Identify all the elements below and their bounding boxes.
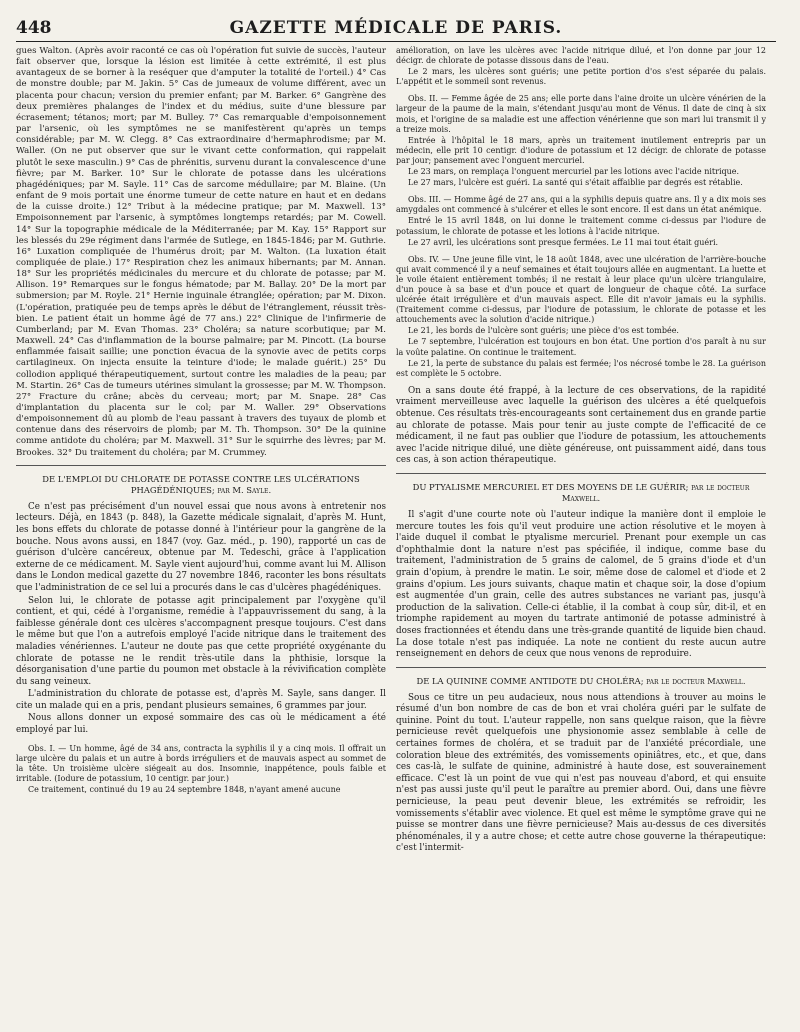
section-title-chlorate: DE L'EMPLOI DU CHLORATE DE POTASSE CONTRE LES ULCÉRATIONS PHAGÉDÉNIQUES; par M. Sayle. <box>42 473 360 495</box>
section-title-quinine: DE LA QUININE COMME ANTIDOTE DU CHOLÉRA; par le docteur Maxwell. <box>416 675 746 686</box>
section-divider <box>396 473 766 474</box>
paragraph: Le 27 avril, les ulcérations sont presque fermées. Le 11 mai tout était guéri. <box>408 237 719 247</box>
paragraph: Le 2 mars, les ulcères sont guéris; une petite portion d'os s'est séparée du palais. L'appétit et le sommeil sont revenus. <box>396 67 766 87</box>
paragraph: Le 23 mars, on remplaça l'onguent mercuriel par les lotions avec l'acide nitrique. <box>408 167 740 177</box>
paragraph: Entrée à l'hôpital le 18 mars, après un traitement inutilement entrepris par un médecin, elle prit 10 centigr. d'iodure de potassium et 12 décigr. de chlorate de potasse par jour; pansement avec l'onguent mercuriel. <box>396 135 766 165</box>
columns <box>16 46 776 856</box>
paragraph: Il s'agit d'une courte note où l'auteur indique la manière dont il emploie le mercure toutes les fois qu'il veut produire une action résolutive et le moyen à l'aide duquel il combat le ptyalisme mercuriel. Prenant pour exemple un cas d'ophthalmie dont la nature n'est pas spécifiée, il indique, comme base du traitement, l'administration de 5 grains de calomel, de 5 grains d'iode et d'un grain d'opium, à prendre le matin. Le soir, même dose de calomel et d'iode et 2 grains d'opium. Les jours suivants, chaque matin et chaque soir, la dose d'opium est augmentée d'un grain, celle des autres substances ne variant pas, jusqu'à production de la salivation. Celle-ci établie, il la combat à coup sûr, dit-il, et en triomphe rapidement au moyen du tartrate antimonié de potasse administré à doses fractionnées et étendu dans une très-grande quantité de liquide bien chaud. La dose totale n'est pas indiquée. La note ne contient du reste aucun autre renseignement en dehors de ceux que nous venons de reproduire. <box>396 509 766 660</box>
paragraph: Le 7 septembre, l'ulcération est toujours en bon état. Une portion d'os paraît à nu sur la voûte palatine. On continue le traitement. <box>396 337 766 357</box>
paragraph: On a sans doute été frappé, à la lecture de ces observations, de la rapidité vraiment merveilleuse avec laquelle la guérison des ulcères a été quelquefois obtenue. Ces résultats très-encourageants sont certainement dus en grande partie au chlorate de potasse. Mais pour tenir au juste compte de l'efficacité de ce médicament, il ne faut pas oublier que l'iodure de potassium, les attouchements avec l'acide nitrique dilué, une diète généreuse, ont puissamment aidé, dans tous ces cas, à son action thérapeutique. <box>396 385 766 466</box>
paragraph: Le 21, la perte de substance du palais est fermée; l'os nécrosé tombe le 28. La guérison est complète le 5 octobre. <box>396 358 766 378</box>
right-column <box>396 46 766 856</box>
paragraph: Selon lui, le chlorate de potasse agit principalement par l'oxygène qu'il contient, et qui, cédé à l'organisme, remédie à l'appauvrissement du sang, à la faiblesse générale dont ces ulcères s'accompagnent presque toujours. C'est dans le même but que l'on a autrefois employé l'acide nitrique dans le traitement des maladies vénériennes. L'auteur ne doute pas que cette propriété oxygénante du chlorate de potasse ne le rendit très-utile dans la phthisie, lorsque la désorganisation d'une partie du poumon met obstacle à la révivification complète du sang veineux. <box>16 595 386 687</box>
section-divider <box>16 465 386 466</box>
paragraph: Le 21, les bords de l'ulcère sont guéris; une pièce d'os est tombée. <box>408 326 679 336</box>
journal-title: GAZETTE MÉDICALE DE PARIS. <box>229 18 563 38</box>
observation-1: Obs. I. — Un homme, âgé de 34 ans, contracta la syphilis il y a cinq mois. Il offrait un large ulcère du palais et un autre à bords irréguliers et de mauvais aspect au sommet de la tête. Un troisième ulcère siégeait au dos. Insomnie, inappétence, pouls faible et irritable. (Iodure de potassium, 10 centigr. par jour.) <box>16 743 386 783</box>
paragraph: Ce n'est pas précisément d'un nouvel essai que nous avons à entretenir nos lecteurs. Déjà, en 1843 (p. 848), la Gazette médicale signalait, d'après M. Hunt, les bons effets du chlorate de potasse donné à l'intérieur pour la gangrène de la bouche. Nous avons aussi, en 1847 (voy. Gaz. méd., p. 190), rapporté un cas de guérison d'ulcère cancéreux, obtenue par M. Tedeschi, grâce à l'application externe de ce médicament. M. Sayle vient aujourd'hui, comme avant lui M. Allison dans le London medical gazette du 27 novembre 1846, raconter les bons résultats que l'administration de ce sel lui a procurés dans le cas d'ulcères phagédéniques. <box>16 501 386 593</box>
paragraph: Sous ce titre un peu audacieux, nous nous attendions à trouver au moins le résumé d'un bon nombre de cas de bon et vrai choléra guéri par le sulfate de quinine. Point du tout. L'auteur rappelle, non sans quelque raison, que la fièvre pernicieuse revêt quelquefois une physionomie assez semblable à celle de certaines formes de choléra, et se traduit par de l'anxiété précordiale, une coloration bleue des extrémités, des vomissements opiniâtres, etc., et que, dans ces cas-là, le sulfate de quinine, administré à haute dose, est souverainement efficace. C'est là un point de vue qui n'est pas nouveau d'abord, et qui ensuite n'est pas aussi juste qu'il peut le paraître au premier abord. Oui, dans une fièvre pernicieuse, la peau peut devenir bleue, les extrémités se refroidir, les vomissements s'établir avec violence. Et quel est même le symptôme grave qui ne puisse se montrer dans une fièvre pernicieuse? Mais au-dessus de ces diversités phénoménales, il y a autre chose; et cette autre chose gouverne la thérapeutique: c'est l'intermit- <box>396 692 766 854</box>
observation-3: Obs. III. — Homme âgé de 27 ans, qui a la syphilis depuis quatre ans. Il y a dix mois ses amygdales ont commencé à s'ulcérer et elles le sont encore. Il est dans un état anémique. <box>396 195 766 215</box>
paragraph: Nous allons donner un exposé sommaire des cas où le médicament a été employé par lui. <box>16 713 386 736</box>
page-number: 448 <box>16 18 52 38</box>
paragraph: Le 27 mars, l'ulcère est guéri. La santé qui s'était affaiblie par degrés est rétablie. <box>408 178 743 188</box>
paragraph: L'administration du chlorate de potasse est, d'après M. Sayle, sans danger. Il cite un malade qui en a pris, pendant plusieurs semaines, 6 grammes par jour. <box>16 689 386 711</box>
list-paragraph: gues Walton. (Après avoir raconté ce cas où l'opération fut suivie de succès, l'auteur fait observer que, lorsque la lésion est limitée à cette extrémité, il est plus avantageux de se borner à la reséquer que d'amputer la totalité de l'orteil.) 4° Cas de monstre double; par M. Jakin. 5° Cas de jumeaux de volume différent, avec un placenta pour chacun; version du premier enfant; par M. Barker. 6° Gangrène des deux premières phalanges de l'index et du médius, suite d'une blessure par écrasement; tétanos; mort; par M. Bulley. 7° Cas remarquable d'empoisonnement par l'arsenic, où les symptômes ne se manifestèrent qu'après un temps considérable; par M. W. Clegg. 8° Cas extraordinaire d'hermaphrodisme; par M. Waller. (On ne put observer que sur le vivant cette conformation, qui rappelait plutôt le sexe masculin.) 9° Cas de phrénitis, survenu durant la convalescence d'une fièvre; par M. Barker. 10° Sur le chlorate de potasse dans les ulcérations phagédéniques; par M. Sayle. 11° Cas de sarcome médullaire; par M. Blaine. (Un enfant de 9 mois portait une énorme tumeur de cette nature en haut et en dedans de la cuisse droite.) 12° Tribut à la médecine pratique; par M. Maxwell. 13° Empoisonnement par l'arsenic, à symptômes longtemps retardés; par M. Cowell. 14° Sur la topographie médicale de la Méditerranée; par M. Kay. 15° Rapport sur les blessés du 29e régiment dans l'armée de Sutlege, en 1845-1846; par M. Guthrie. 16° Luxation compliquée de l'humérus droit; par M. Walton. (La luxation était compliquée de plaie.) 17° Respiration chez les animaux hibernants; par M. Annan. 18° Sur les propriétés médicinales du mercure et du chlorate de potasse; par M. Allison. 19° Remarques sur le fongus hématode; par M. Ballay. 20° De la mort par submersion; par M. Royle. 21° Hernie inguinale étranglée; opération; par M. Dixon. (L'opération, pratiquée peu de temps après le début de l'étranglement, réussit très-bien. Le patient était un homme âgé de 77 ans.) 22° Clinique de l'infirmerie de Cumberland; par M. Evan Thomas. 23° Choléra; sa nature scorbutique; par M. Maxwell. 24° Cas d'inflammation de la bourse palmaire; par M. Pincott. (La bourse enflammée faisait saillie; une ponction évacua de la synovie avec de petits corps cartilagineux. On injecta ensuite la teinture d'iode; le malade guérit.) 25° Du collodion appliqué thérapeutiquement, surtout contre les maladies de la peau; par M. Startin. 26° Cas de tumeurs utérines simulant la grossesse; par M. W. Thompson. 27° Fracture du crâne; abcès du cerveau; mort; par M. Snape. 28° Cas d'implantation du placenta sur le col; par M. Waller. 29° Observations d'empoisonnement dû au plomb de l'eau passant à travers des tuyaux de plomb et contenue dans des réservoirs de plomb; par M. Th. Thompson. 30° De la quinine comme antidote du choléra; par M. Maxwell. 31° Sur le squirrhe des lèvres; par M. Brookes. 32° Du traitement du choléra; par M. Crummey. <box>16 46 386 458</box>
observation-4: Obs. IV. — Une jeune fille vint, le 18 août 1848, avec une ulcération de l'arrière-bouche qui avait commencé il y a neuf semaines et était toujours allée en augmentant. La luette et le voile étaient entièrement tombés; il ne restait à leur place qu'un ulcère triangulaire, d'un pouce à sa base et d'un pouce et quart de longueur de chaque côté. La surface ulcérée était irrégulière et d'un mauvais aspect. Elle dit n'avoir jamais eu la syphilis. (Traitement comme ci-dessus, par l'iodure de potassium, le chlorate de potasse et les attouchements avec la solution d'acide nitrique.) <box>396 254 766 325</box>
section-title-ptyalisme: DU PTYALISME MERCURIEL ET DES MOYENS DE LE GUÉRIR; par le docteur Maxwell. <box>412 481 750 503</box>
paragraph: Entré le 15 avril 1848, on lui donne le traitement comme ci-dessus par l'iodure de potassium, le chlorate de potasse et les lotions à l'acide nitrique. <box>396 216 766 236</box>
page-header <box>16 18 776 42</box>
observation-1-continued: Ce traitement, continué du 19 au 24 septembre 1848, n'ayant amené aucune <box>28 785 341 795</box>
left-column <box>16 46 386 856</box>
observation-2: Obs. II. — Femme âgée de 25 ans; elle porte dans l'aine droite un ulcère vénérien de la largeur de la paume de la main, s'étendant jusqu'au mont de Vénus. Il date de cinq à six mois, et l'origine de sa maladie est une affection vénérienne que son mari lui transmit il y a treize mois. <box>396 94 766 134</box>
section-divider <box>396 667 766 668</box>
paragraph: amélioration, on lave les ulcères avec l'acide nitrique dilué, et l'on donne par jour 12 décigr. de chlorate de potasse dissous dans de l'eau. <box>396 46 766 66</box>
